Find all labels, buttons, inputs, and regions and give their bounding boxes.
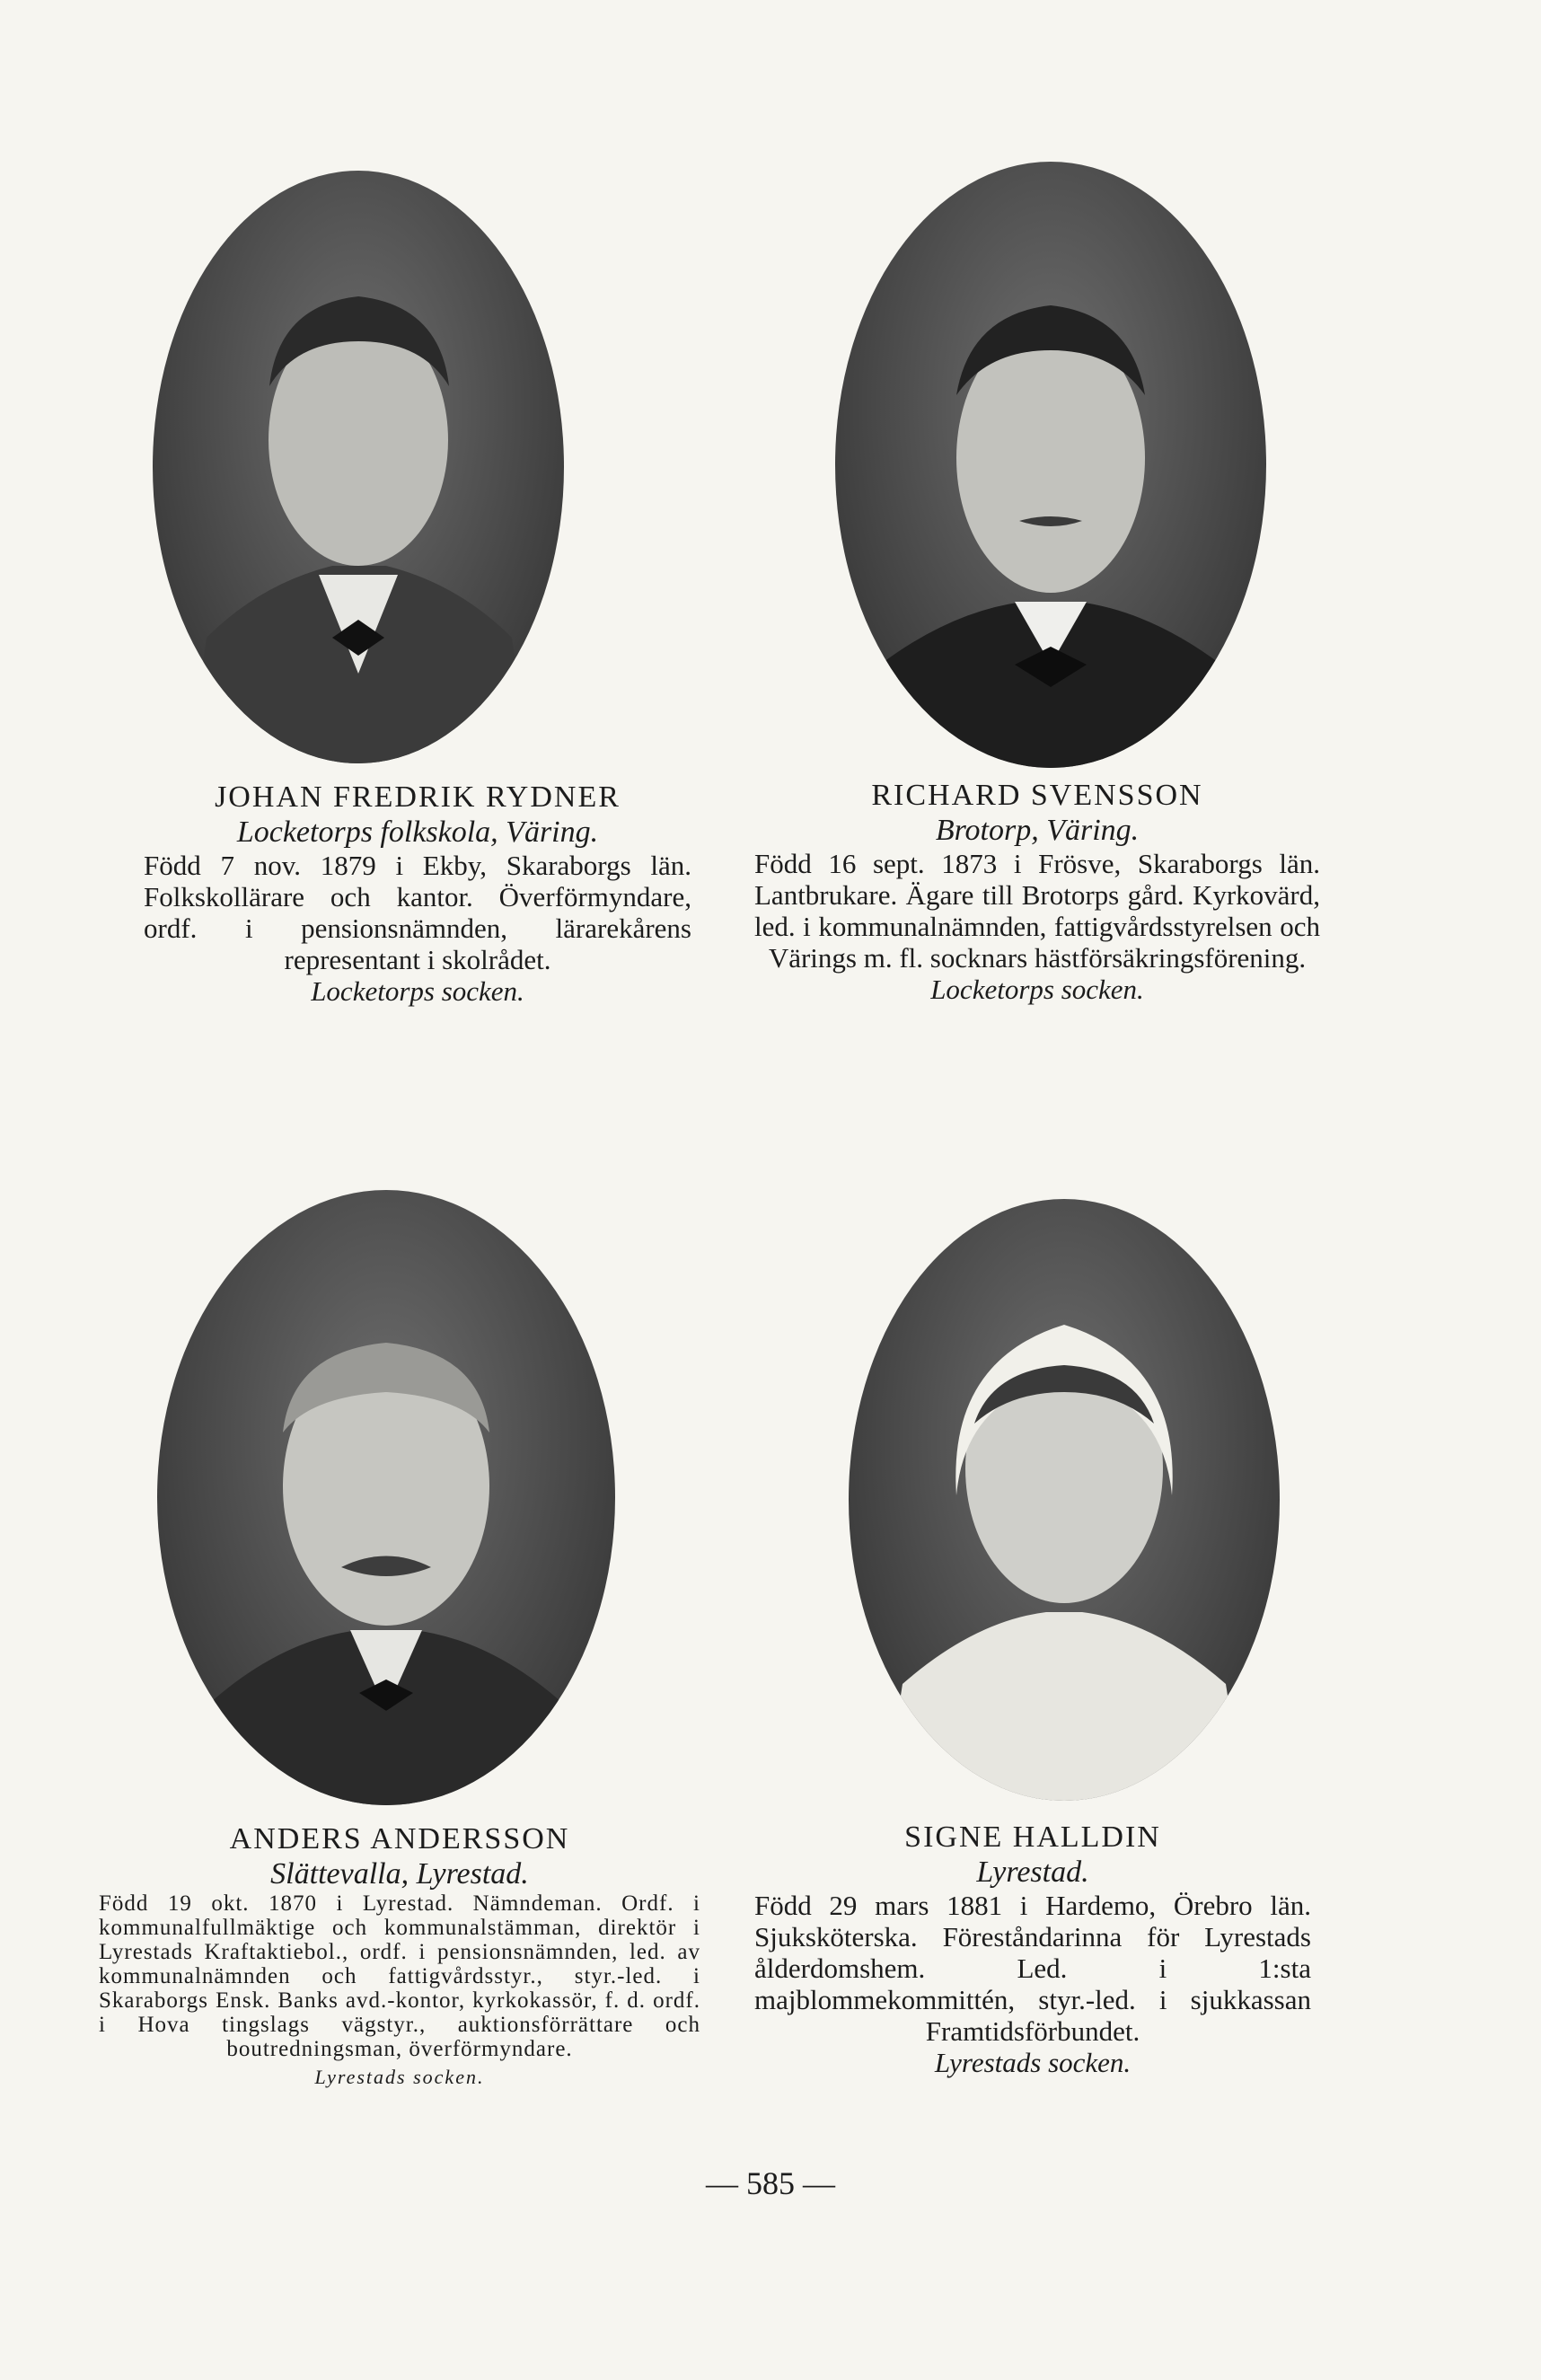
- person-name: ANDERS ANDERSSON: [229, 1822, 570, 1856]
- portrait-anders-andersson: [157, 1190, 615, 1805]
- entry-signe-halldin: [754, 1820, 1311, 2079]
- person-name: SIGNE HALLDIN: [904, 1820, 1161, 1854]
- entry-johan-fredrik-rydner: [144, 780, 691, 1008]
- page-number: — 585 —: [706, 2165, 835, 2201]
- person-biography: Född 19 okt. 1870 i Lyrestad. Nämndeman. Ordf. i kommunalfullmäktige och kommunalstämman, direktör i Lyrestads Kraftaktiebol., ordf. i pensionsnämnden, led. av kommunalnämnden och fattigvårdsstyr., styr.-led. i Skaraborgs Ensk. Banks avd.-kontor, kyrkokassör, f. d. ordf. i Hova tingslags vägstyr., auktionsförrättare och boutredningsman, överförmyndare.: [99, 1891, 700, 2061]
- person-name: RICHARD SVENSSON: [871, 779, 1203, 812]
- entry-anders-andersson: [99, 1821, 700, 2094]
- person-place: Lyrestad.: [976, 1856, 1089, 1889]
- person-biography: Född 29 mars 1881 i Hardemo, Örebro län. Sjuksköterska. Föreståndarinna för Lyrestads ålderdomshem. Led. i 1:sta majblommekommittén, styr.-led. i sjukkassan Framtidsförbundet.: [754, 1890, 1311, 2047]
- person-place: Locketorps folkskola, Väring.: [236, 815, 599, 849]
- person-place: Brotorp, Väring.: [935, 814, 1140, 847]
- person-biography: Född 16 sept. 1873 i Frösve, Skaraborgs län. Lantbrukare. Ägare till Brotorps gård. Kyrkovärd, led. i kommunalnämnden, fattigvårdsstyrelsen och Värings m. fl. socknars hästförsäkringsförening.: [754, 848, 1320, 974]
- person-name: JOHAN FREDRIK RYDNER: [215, 780, 621, 814]
- person-biography: Född 7 nov. 1879 i Ekby, Skaraborgs län. Folkskollärare och kantor. Överförmyndare, ordf. i pensionsnämnden, lärarekårens representant i skolrådet.: [144, 850, 691, 975]
- parish-name: Locketorps socken.: [930, 974, 1144, 1005]
- portrait-signe-halldin: [849, 1199, 1280, 1801]
- entry-richard-svensson: [754, 778, 1320, 1006]
- parish-name: Locketorps socken.: [311, 975, 524, 1007]
- portrait-johan-fredrik-rydner: [153, 171, 564, 763]
- parish-name: Lyrestads socken.: [314, 2066, 485, 2088]
- parish-name: Lyrestads socken.: [934, 2047, 1132, 2078]
- person-place: Slättevalla, Lyrestad.: [270, 1857, 529, 1891]
- portrait-richard-svensson: [835, 162, 1266, 768]
